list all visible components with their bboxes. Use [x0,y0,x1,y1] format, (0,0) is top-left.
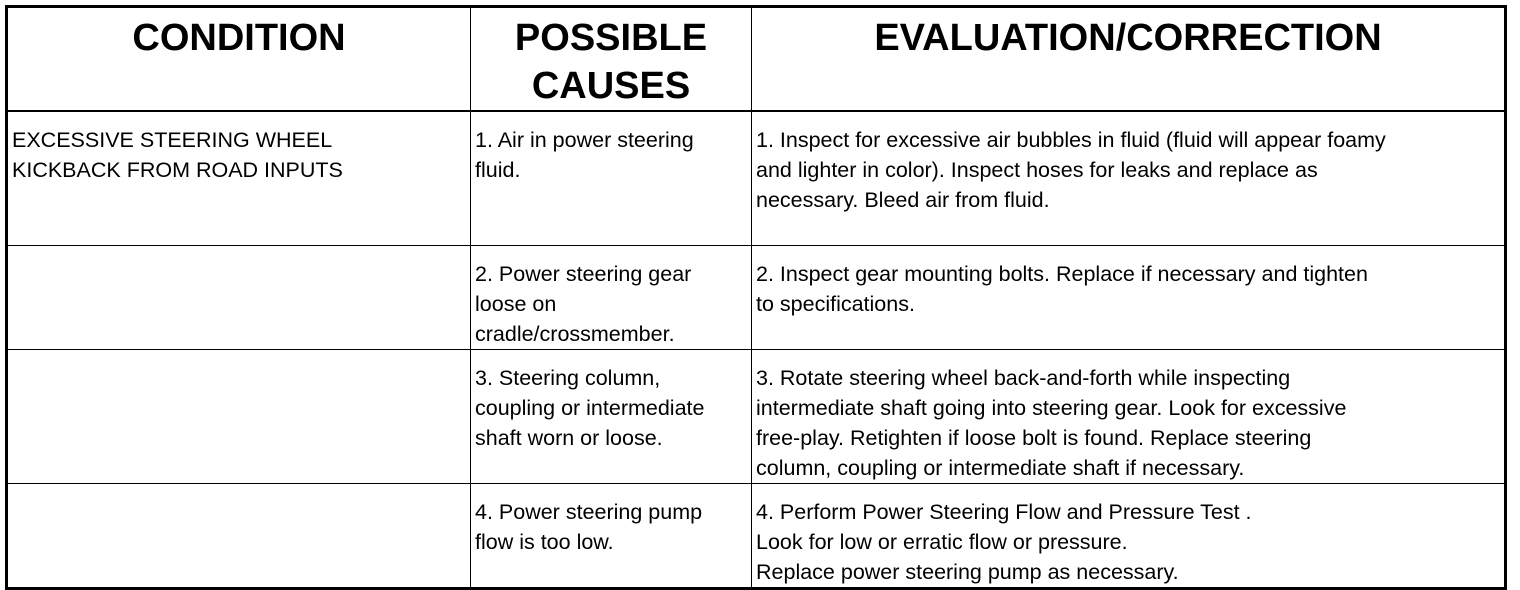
condition-text: KICKBACK FROM ROAD INPUTS [12,158,343,182]
cause-cell [471,111,752,245]
correction-cell [752,245,1506,349]
correction-text: free-play. Retighten if loose bolt is found. Replace steering [756,425,1312,450]
correction-text: 1. Inspect for excessive air bubbles in fluid (fluid will appear foamy [756,128,1386,152]
cause-text: flow is too low. [475,529,614,554]
cause-cell [471,349,752,483]
correction-text: Look for low or erratic flow or pressure. [756,529,1128,554]
condition-header-text: CONDITION [132,17,346,59]
condition-cell [7,349,471,483]
cause-text: 3. Steering column, [475,365,661,390]
correction-text: 3. Rotate steering wheel back-and-forth while inspecting [756,365,1291,390]
condition-text: EXCESSIVE STEERING WHEEL [12,128,333,152]
possible-causes-header-line2: CAUSES [531,65,691,107]
cause-text: 1. Air in power steering [475,128,694,152]
cause-text: fluid. [475,158,521,182]
cause-cell [471,483,752,588]
correction-text: and lighter in color). Inspect hoses for leaks and replace as [756,158,1318,182]
correction-text: intermediate shaft going into steering gear. Look for excessive [756,395,1347,420]
correction-cell [752,111,1506,245]
condition-cell [7,245,471,349]
correction-text: 4. Perform Power Steering Flow and Pressure Test . [756,499,1252,524]
cause-text: 2. Power steering gear [475,261,692,286]
correction-text: 2. Inspect gear mounting bolts. Replace if necessary and tighten [756,261,1368,286]
diagnosis-table [5,5,1507,590]
cause-text: 4. Power steering pump [475,499,703,524]
cause-text: coupling or intermediate [475,395,705,420]
header-row [7,7,1506,112]
correction-text: Replace power steering pump as necessary. [756,559,1179,584]
correction-text: column, coupling or intermediate shaft if necessary. [756,455,1245,480]
table-row [7,483,1506,588]
table-row [7,111,1506,245]
table-row [7,349,1506,483]
cause-text: loose on [475,291,557,316]
possible-causes-header-line1: POSSIBLE [514,17,708,59]
condition-cell [7,111,471,245]
cause-text: cradle/crossmember. [475,321,675,346]
correction-cell [752,483,1506,588]
correction-text: to specifications. [756,291,915,316]
correction-cell [752,349,1506,483]
possible-causes-header [471,7,752,112]
evaluation-correction-header-text: EVALUATION/CORRECTION [874,17,1382,59]
condition-cell [7,483,471,588]
cause-cell [471,245,752,349]
evaluation-correction-header [752,7,1506,112]
cause-text: shaft worn or loose. [475,425,663,450]
condition-header [7,7,471,112]
correction-text: necessary. Bleed air from fluid. [756,188,1050,212]
table-row [7,245,1506,349]
